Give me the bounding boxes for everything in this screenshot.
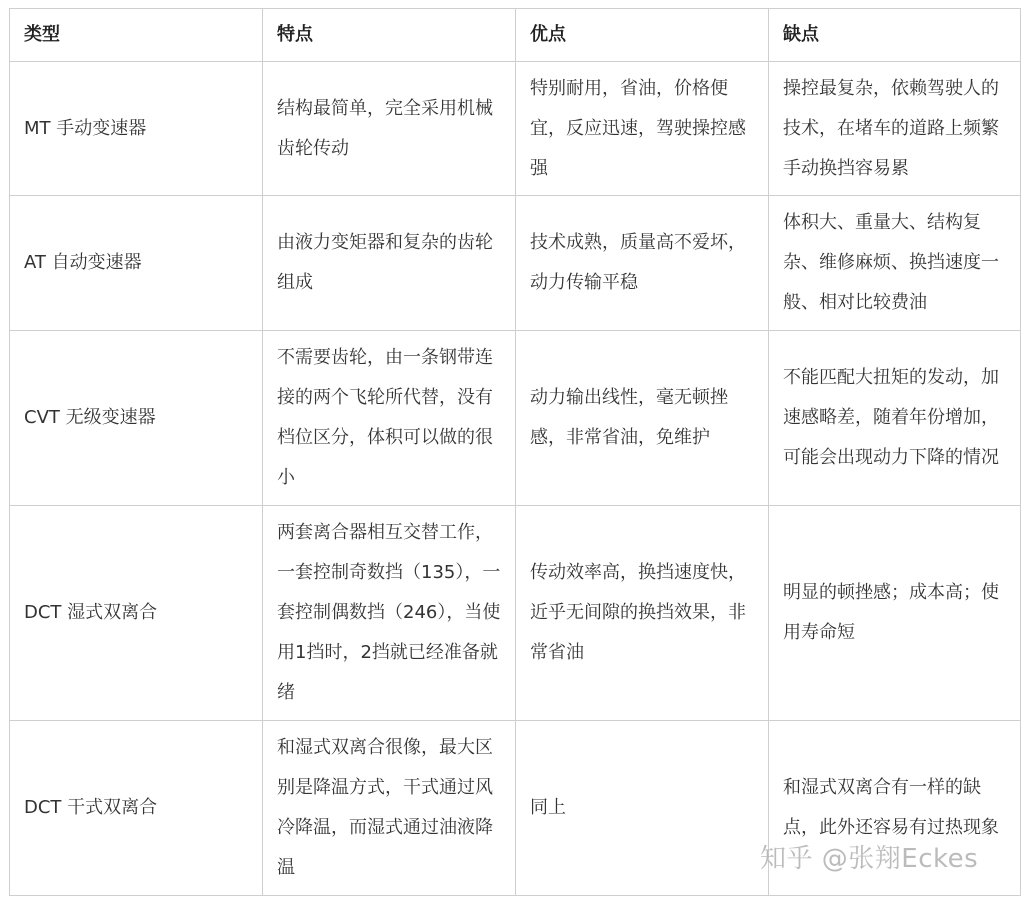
cons-text: 和湿式双离合有一样的缺点，此外还容易有过热现象 bbox=[783, 777, 999, 838]
header-feature: 特点 bbox=[263, 9, 516, 62]
cell-feature bbox=[263, 331, 516, 506]
cell-pros bbox=[516, 196, 769, 331]
cell-type bbox=[10, 62, 263, 196]
header-cons: 缺点 bbox=[769, 9, 1021, 62]
feature-text: 结构最简单，完全采用机械齿轮传动 bbox=[277, 97, 493, 159]
cell-feature bbox=[263, 196, 516, 331]
cell-type bbox=[10, 506, 263, 721]
table-row bbox=[10, 62, 1021, 196]
table-row bbox=[10, 506, 1021, 721]
cell-feature bbox=[263, 506, 516, 721]
cell-feature bbox=[263, 721, 516, 896]
cons-text: 操控最复杂，依赖驾驶人的技术，在堵车的道路上频繁手动换挡容易累 bbox=[783, 77, 999, 179]
type-text: AT 自动变速器 bbox=[24, 252, 142, 273]
pros-text: 动力输出线性，毫无顿挫感，非常省油，免维护 bbox=[530, 387, 728, 448]
cell-cons bbox=[769, 721, 1021, 896]
cell-pros bbox=[516, 62, 769, 196]
feature-text: 两套离合器相互交替工作，一套控制奇数挡（135），一套控制偶数挡（246），当使用1挡时，2挡就已经准备就绪 bbox=[277, 522, 501, 703]
cons-text: 体积大、重量大、结构复杂、维修麻烦、换挡速度一般、相对比较费油 bbox=[783, 212, 999, 313]
type-text: CVT 无级变速器 bbox=[24, 407, 156, 428]
cell-type bbox=[10, 331, 263, 506]
zhihu-watermark: 知乎 @张翔Eckes bbox=[760, 844, 979, 874]
table-row bbox=[10, 331, 1021, 506]
cell-type bbox=[10, 196, 263, 331]
cell-pros bbox=[516, 721, 769, 896]
table-row bbox=[10, 721, 1021, 896]
cons-text: 明显的顿挫感；成本高；使用寿命短 bbox=[783, 582, 999, 643]
cons-text: 不能匹配大扭矩的发动，加速感略差，随着年份增加，可能会出现动力下降的情况 bbox=[783, 367, 999, 468]
transmission-comparison-table bbox=[9, 8, 1021, 896]
type-text: DCT 湿式双离合 bbox=[24, 602, 158, 623]
cell-pros bbox=[516, 331, 769, 506]
feature-text: 由液力变矩器和复杂的齿轮组成 bbox=[277, 232, 493, 293]
pros-text: 同上 bbox=[530, 797, 566, 818]
table-row bbox=[10, 196, 1021, 331]
type-text: MT 手动变速器 bbox=[24, 117, 147, 139]
header-pros: 优点 bbox=[516, 9, 769, 62]
pros-text: 技术成熟，质量高不爱坏，动力传输平稳 bbox=[530, 232, 746, 293]
cell-cons bbox=[769, 62, 1021, 196]
type-text: DCT 干式双离合 bbox=[24, 797, 158, 818]
cell-cons bbox=[769, 506, 1021, 721]
cell-feature bbox=[263, 62, 516, 196]
pros-text: 特别耐用，省油，价格便宜，反应迅速，驾驶操控感强 bbox=[530, 77, 746, 179]
cell-pros bbox=[516, 506, 769, 721]
cell-type bbox=[10, 721, 263, 896]
feature-text: 不需要齿轮，由一条钢带连接的两个飞轮所代替，没有档位区分，体积可以做的很小 bbox=[277, 347, 493, 488]
cell-cons bbox=[769, 196, 1021, 331]
table-header-row bbox=[10, 9, 1021, 62]
cell-cons bbox=[769, 331, 1021, 506]
feature-text: 和湿式双离合很像，最大区别是降温方式，干式通过风冷降温，而湿式通过油液降温 bbox=[277, 737, 493, 878]
header-type: 类型 bbox=[10, 9, 263, 62]
pros-text: 传动效率高，换挡速度快，近乎无间隙的换挡效果，非常省油 bbox=[530, 562, 746, 663]
